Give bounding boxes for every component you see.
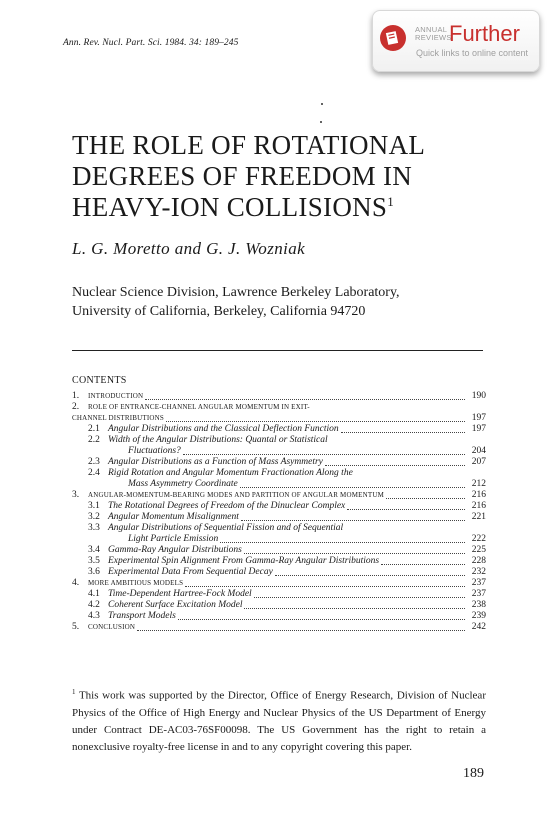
toc-page: 204 xyxy=(471,446,486,456)
toc-number: 1. xyxy=(72,391,80,401)
toc-entry[interactable] xyxy=(72,468,486,479)
toc-title-continued: CHANNEL DISTRIBUTIONS xyxy=(72,414,165,422)
toc-number: 2.4 xyxy=(88,468,100,478)
toc-title: Time-Dependent Hartree-Fock Model xyxy=(108,589,252,599)
dot-leader xyxy=(381,563,465,565)
article-title xyxy=(72,130,425,223)
dot-leader xyxy=(341,431,465,433)
toc-page: 237 xyxy=(471,578,486,588)
toc-title: The Rotational Degrees of Freedom of the Dinuclear Complex xyxy=(108,501,346,511)
toc-entry-continuation[interactable] xyxy=(72,413,486,424)
toc-title: Coherent Surface Excitation Model xyxy=(108,600,243,610)
toc-title: Experimental Data From Sequential Decay xyxy=(108,567,273,577)
further-title: Further xyxy=(449,21,520,46)
toc-page: 197 xyxy=(471,424,486,434)
title-line: THE ROLE OF ROTATIONAL xyxy=(72,130,426,160)
toc-page: 212 xyxy=(471,479,486,489)
further-subtitle: Quick links to online content xyxy=(416,48,529,58)
toc-title: CONCLUSION xyxy=(88,623,136,631)
toc-title-continued: Mass Asymmetry Coordinate xyxy=(128,479,238,489)
footnote-text: This work was supported by the Director, Office of Energy Research, Division of Nuclear Physics of the Office of High Energy and Nuclear Physics of the US Department of Energy under Contract DE-AC03-76SF00098. The US Government has the right to retain a nonexclusive royalty-free license in and to any copyright covering this paper. xyxy=(72,689,486,753)
dot-leader xyxy=(220,541,465,543)
toc-entry[interactable] xyxy=(72,457,486,468)
toc-number: 5. xyxy=(72,622,80,632)
dot-leader xyxy=(137,629,465,631)
toc-entry[interactable] xyxy=(72,578,486,589)
toc-title: ANGULAR-MOMENTUM-BEARING MODES AND PARTITION OF ANGULAR MOMENTUM xyxy=(88,491,385,499)
toc-entry[interactable] xyxy=(72,589,486,600)
publisher-name: ANNUAL REVIEWS xyxy=(415,25,452,42)
toc-page: 197 xyxy=(471,413,486,423)
speck xyxy=(321,103,323,105)
divider xyxy=(72,350,483,351)
toc-page: 222 xyxy=(471,534,486,544)
toc-number: 2.3 xyxy=(88,457,100,467)
toc-title: INTRODUCTION xyxy=(88,392,144,400)
toc-number: 3.5 xyxy=(88,556,100,566)
toc-number: 3.3 xyxy=(88,523,100,533)
affiliation: Nuclear Science Division, Lawrence Berkeley Laboratory, University of California, Berkeley, California 94720 xyxy=(72,285,400,319)
toc-number: 2.2 xyxy=(88,435,100,445)
dot-leader xyxy=(254,596,465,598)
speck xyxy=(320,121,322,123)
toc-title-continued: Light Particle Emission xyxy=(128,534,219,544)
toc-number: 3.2 xyxy=(88,512,100,522)
toc-number: 2.1 xyxy=(88,424,100,434)
toc-title: Width of the Angular Distributions: Quantal or Statistical xyxy=(108,435,328,445)
journal-citation: Ann. Rev. Nucl. Part. Sci. 1984. 34: 189–245 xyxy=(63,38,239,48)
toc-entry[interactable] xyxy=(72,622,486,633)
footnote xyxy=(72,684,486,756)
toc-entry[interactable] xyxy=(72,567,486,578)
dot-leader xyxy=(347,508,465,510)
title-line: HEAVY-ION COLLISIONS xyxy=(72,192,388,222)
toc-number: 3.4 xyxy=(88,545,100,555)
toc-title: Angular Momentum Misalignment xyxy=(108,512,239,522)
toc-title: Experimental Spin Alignment From Gamma-Ray Angular Distributions xyxy=(108,556,380,566)
toc-title: Angular Distributions as a Function of Mass Asymmetry xyxy=(108,457,323,467)
dot-leader xyxy=(325,464,465,466)
toc-title: ROLE OF ENTRANCE-CHANNEL ANGULAR MOMENTUM IN EXIT- xyxy=(88,403,310,411)
toc-entry[interactable] xyxy=(72,545,486,556)
toc-number: 4.3 xyxy=(88,611,100,621)
toc-entry[interactable] xyxy=(72,435,486,446)
authors: L. G. Moretto and G. J. Wozniak xyxy=(72,239,306,258)
toc-entry-continuation[interactable] xyxy=(72,446,486,457)
toc-page: 190 xyxy=(471,391,486,401)
toc-page: 237 xyxy=(471,589,486,599)
footnote-number: 1 xyxy=(72,688,76,696)
toc-title: Transport Models xyxy=(108,611,176,621)
dot-leader xyxy=(183,453,465,455)
toc-entry[interactable] xyxy=(72,501,486,512)
toc-entry[interactable] xyxy=(72,600,486,611)
dot-leader xyxy=(145,398,465,400)
toc-title: Angular Distributions of Sequential Fission and of Sequential xyxy=(108,523,344,533)
toc-entry[interactable] xyxy=(72,611,486,622)
dot-leader xyxy=(244,552,465,554)
toc-entry[interactable] xyxy=(72,556,486,567)
dot-leader xyxy=(244,607,465,609)
toc-page: 238 xyxy=(471,600,486,610)
toc-number: 3. xyxy=(72,490,80,500)
toc-page: 239 xyxy=(471,611,486,621)
toc-page: 216 xyxy=(471,490,486,500)
toc-number: 3.6 xyxy=(88,567,100,577)
table-of-contents xyxy=(72,391,486,633)
toc-title: Angular Distributions and the Classical Deflection Function xyxy=(108,424,339,434)
toc-page: 228 xyxy=(471,556,486,566)
toc-entry[interactable] xyxy=(72,424,486,435)
annual-reviews-logo-icon xyxy=(379,24,407,52)
toc-page: 232 xyxy=(471,567,486,577)
toc-entry[interactable] xyxy=(72,490,486,501)
dot-leader xyxy=(275,574,465,576)
toc-title: MORE AMBITIOUS MODELS xyxy=(88,579,184,587)
toc-entry[interactable] xyxy=(72,523,486,534)
dot-leader xyxy=(178,618,465,620)
contents-heading: CONTENTS xyxy=(72,375,127,386)
toc-title: Rigid Rotation and Angular Momentum Fractionation Along the xyxy=(108,468,353,478)
footnote-marker[interactable]: 1 xyxy=(387,194,395,209)
toc-page: 207 xyxy=(471,457,486,467)
toc-number: 2. xyxy=(72,402,80,412)
toc-entry-continuation[interactable] xyxy=(72,534,486,545)
toc-number: 4.2 xyxy=(88,600,100,610)
toc-number: 3.1 xyxy=(88,501,100,511)
toc-title-continued: Fluctuations? xyxy=(128,446,181,456)
toc-entry[interactable] xyxy=(72,391,486,402)
toc-page: 242 xyxy=(471,622,486,632)
dot-leader xyxy=(240,486,465,488)
toc-entry-continuation[interactable] xyxy=(72,479,486,490)
toc-number: 4.1 xyxy=(88,589,100,599)
annual-reviews-further-badge[interactable] xyxy=(372,10,540,72)
toc-number: 4. xyxy=(72,578,80,588)
toc-title: Gamma-Ray Angular Distributions xyxy=(108,545,242,555)
dot-leader xyxy=(241,519,465,521)
title-line: DEGREES OF FREEDOM IN xyxy=(72,161,413,191)
dot-leader xyxy=(185,585,465,587)
page-number: 189 xyxy=(463,766,484,781)
toc-page: 225 xyxy=(471,545,486,555)
toc-entry[interactable] xyxy=(72,512,486,523)
toc-page: 221 xyxy=(471,512,486,522)
dot-leader xyxy=(166,420,465,422)
dot-leader xyxy=(386,497,465,499)
toc-page: 216 xyxy=(471,501,486,511)
toc-entry[interactable] xyxy=(72,402,486,413)
